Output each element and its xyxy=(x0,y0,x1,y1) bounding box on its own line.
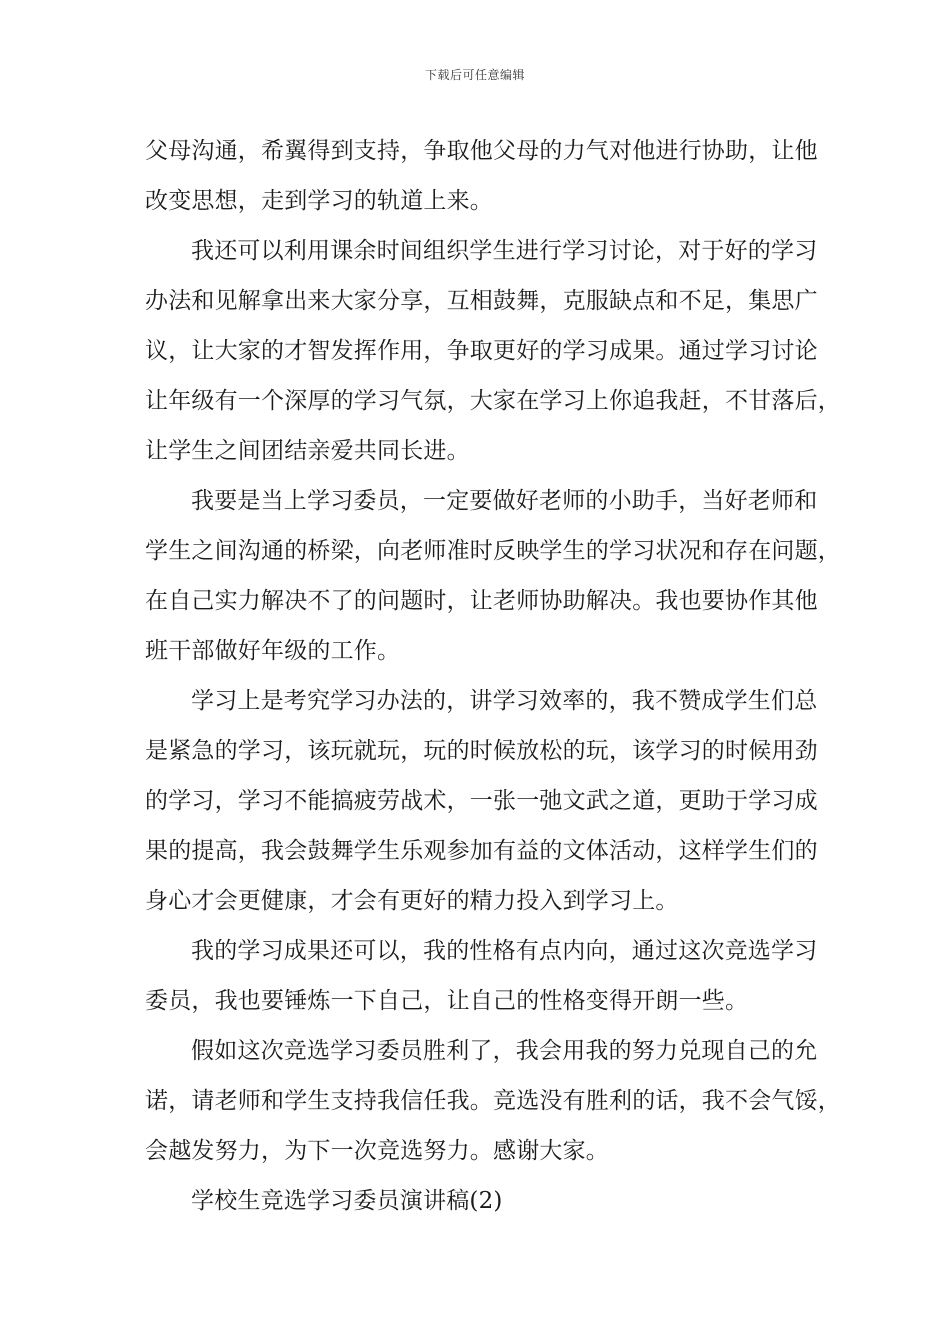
text-line: 让学生之间团结亲爱共同长进。 xyxy=(145,438,470,464)
text-line: 班干部做好年级的工作。 xyxy=(145,638,401,664)
text-line: 议，让大家的才智发挥作用，争取更好的学习成果。通过学习讨论 xyxy=(145,338,818,364)
text-line: 学校生竞选学习委员演讲稿(2) xyxy=(191,1188,503,1214)
text-line: 会越发努力，为下一次竞选努力。感谢大家。 xyxy=(145,1138,609,1164)
text-line: 学生之间沟通的桥梁，向老师准时反映学生的学习状况和存在问题， xyxy=(145,538,841,564)
text-line: 让年级有一个深厚的学习气氛，大家在学习上你追我赶，不甘落后， xyxy=(145,388,841,414)
page-header: 下载后可任意编辑 xyxy=(424,68,525,82)
text-line: 在自己实力解决不了的问题时，让老师协助解决。我也要协作其他 xyxy=(145,588,818,614)
text-line: 委员，我也要锤炼一下自己，让自己的性格变得开朗一些。 xyxy=(145,988,749,1014)
text-line: 改变思想，走到学习的轨道上来。 xyxy=(145,188,493,214)
text-line: 学习上是考究学习办法的，讲学习效率的，我不赞成学生们总 xyxy=(191,688,818,714)
text-line: 诺，请老师和学生支持我信任我。竞选没有胜利的话，我不会气馁， xyxy=(145,1088,841,1114)
text-line: 身心才会更健康，才会有更好的精力投入到学习上。 xyxy=(145,888,679,914)
document-body xyxy=(145,126,841,1226)
text-line: 是紧急的学习，该玩就玩，玩的时候放松的玩，该学习的时候用劲 xyxy=(145,738,818,764)
text-line: 我还可以利用课余时间组织学生进行学习讨论，对于好的学习 xyxy=(191,238,818,264)
text-line: 办法和见解拿出来大家分享，互相鼓舞，克服缺点和不足，集思广 xyxy=(145,288,818,314)
text-line: 假如这次竞选学习委员胜利了，我会用我的努力兑现自己的允 xyxy=(191,1038,818,1064)
text-line: 果的提高，我会鼓舞学生乐观参加有益的文体活动，这样学生们的 xyxy=(145,838,818,864)
text-line: 我的学习成果还可以，我的性格有点内向，通过这次竞选学习 xyxy=(191,938,818,964)
text-line: 的学习，学习不能搞疲劳战术，一张一弛文武之道，更助于学习成 xyxy=(145,788,818,814)
text-line: 我要是当上学习委员，一定要做好老师的小助手，当好老师和 xyxy=(191,488,818,514)
text-line: 父母沟通，希翼得到支持，争取他父母的力气对他进行协助，让他 xyxy=(145,138,818,164)
